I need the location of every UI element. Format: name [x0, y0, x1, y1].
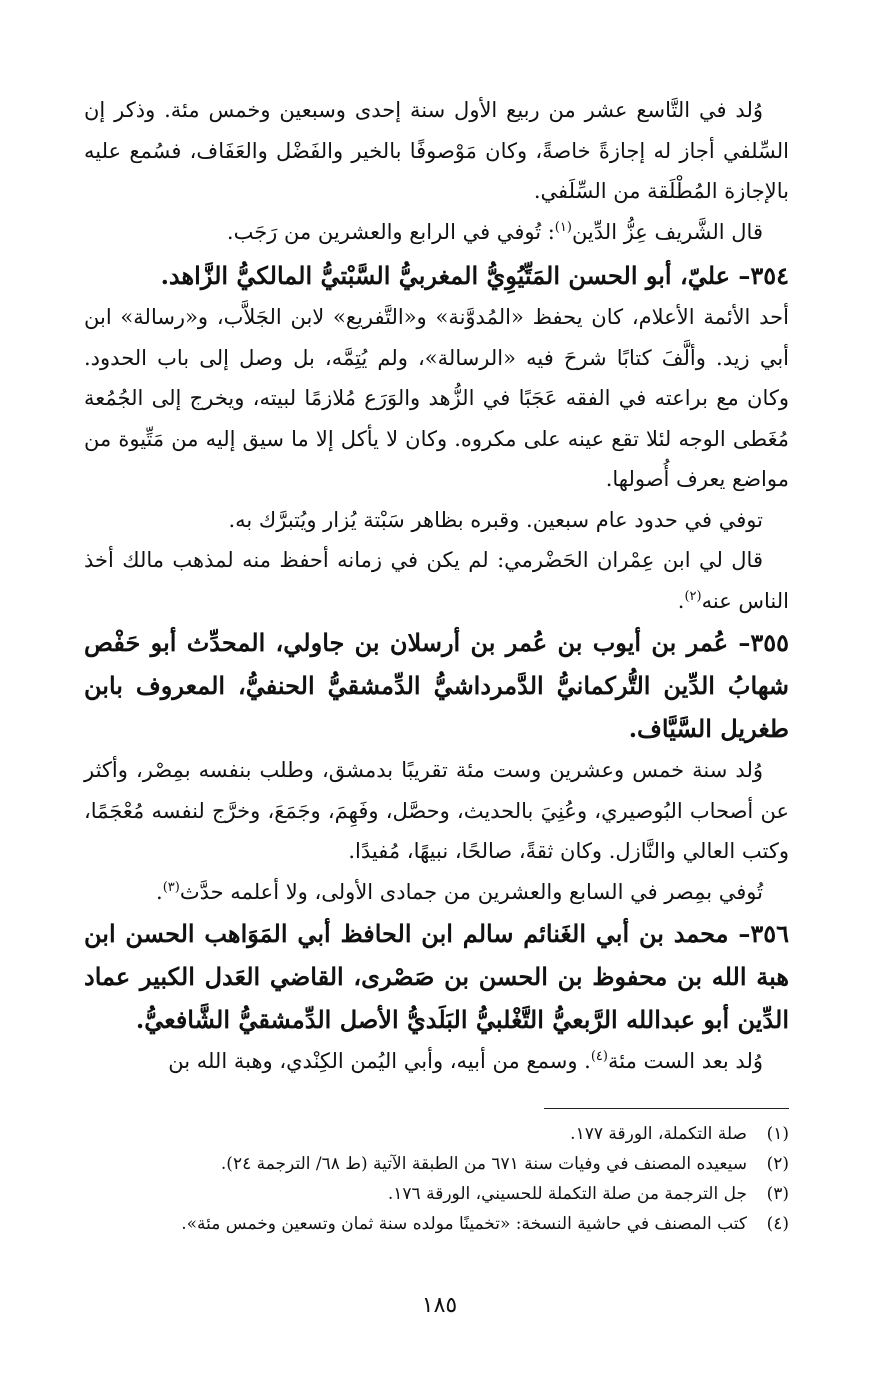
- block-text-continued: : تُوفي في الرابع والعشرين من رَجَب.: [226, 219, 555, 244]
- footnote-text: كتب المصنف في حاشية النسخة: «تخمينًا مولده سنة ثمان وتسعين وخمس مئة».: [181, 1213, 747, 1234]
- block-text: توفي في حدود عام سبعين. وقبره بظاهر سَبْتة يُزار ويُتبرَّك به.: [228, 507, 763, 532]
- block-text: عُمر بن أيوب بن عُمر بن أرسلان بن جاولي، المحدِّث أبو حَفْص شهابُ الدِّين التُّركمانيُّ الدَّمرداشيُّ الدِّمشقيُّ الحنفيُّ، المعروف بابن طغريل السَّيَّاف.: [84, 628, 789, 743]
- paragraph: [84, 750, 789, 872]
- block-text: محمد بن أبي الغَنائم سالم ابن الحافظ أبي المَوَاهب الحسن ابن هبة الله بن محفوظ بن الحسن بن صَصْرى، القاضي العَدل الكبير عماد الدِّين أبو عبدالله الرَّبعيُّ التَّغْلبيُّ البَلَديُّ الأصل الدِّمشقيُّ الشَّافعيُّ.: [84, 919, 789, 1034]
- footnote-item: [84, 1149, 789, 1179]
- paragraph: [84, 212, 789, 253]
- block-text: وُلد في التَّاسع عشر من ربيع الأول سنة إحدى وسبعين وخمس مئة. وذكر إن السِّلفي أجاز له إجازةً خاصةً، وكان مَوْصوفًا بالخير والفَضْل والعَفَاف، فسُمع عليه بالإجازة المُطْلَقة من السِّلَفي.: [84, 98, 789, 203]
- block-text-continued: .: [156, 879, 163, 904]
- footnote-text: سيعيده المصنف في وفيات سنة ٦٧١ من الطبقة الآتية (ط ٦٨/ الترجمة ٢٤).: [220, 1153, 747, 1174]
- page-number: ١٨٥: [421, 1293, 458, 1318]
- entry-number: ٣٥٦–: [738, 919, 789, 948]
- footnote-mark: (٢): [766, 1153, 789, 1174]
- paragraph: [84, 500, 789, 541]
- paragraph: [84, 90, 789, 212]
- footnote-reference[interactable]: (٣): [162, 879, 180, 895]
- page-body: [84, 90, 789, 1082]
- block-text: عليّ، أبو الحسن المَتِّيُوِيُّ المغربيُّ السَّبْتيُّ المالكيُّ الزَّاهد.: [160, 261, 739, 290]
- footnote-item: [84, 1209, 789, 1239]
- entry-heading: [84, 254, 789, 297]
- block-text: تُوفي بمِصر في السابع والعشرين من جمادى الأولى، ولا أعلمه حدَّث: [179, 879, 763, 904]
- block-text-continued: . وسمع من أبيه، وأبي اليُمن الكِنْدي، وهبة الله بن: [168, 1049, 591, 1073]
- block-text: قال الشَّريف عِزُّ الدِّين: [571, 219, 763, 244]
- footnote-separator: [544, 1108, 789, 1109]
- footnote-reference[interactable]: (٤): [590, 1049, 608, 1064]
- entry-number: ٣٥٤–: [738, 261, 789, 290]
- paragraph: [84, 1041, 789, 1082]
- block-text-continued: .: [677, 588, 685, 613]
- block-text: وُلد بعد الست مئة: [607, 1049, 763, 1073]
- footnote-text: صلة التكملة، الورقة ١٧٧.: [570, 1123, 747, 1144]
- footnote-text: جل الترجمة من صلة التكملة للحسيني، الورقة ١٧٦.: [387, 1183, 747, 1204]
- paragraph: [84, 297, 789, 500]
- entry-heading: [84, 621, 789, 750]
- footnotes: [84, 1119, 789, 1239]
- paragraph: [84, 872, 789, 913]
- block-text: أحد الأئمة الأعلام، كان يحفظ «المُدوَّنة» و«التَّفريع» لابن الجَلاَّب، و«رسالة» ابن أبي زيد. وألَّفَ كتابًا شرحَ فيه «الرسالة»، ولم يُتِمَّه، بل وصل إلى باب الحدود. وكان مع براعته في الفقه عَجَبًا في الزُّهد والوَرَع مُلازمًا لبيته، ويخرج إلى الجُمُعة مُغَطى الوجه لئلا تقع عينه على مكروه. وكان لا يأكل إلا ما سيق إليه من مَتِّيوة من مواضع يعرف أُصولها.: [84, 305, 789, 491]
- block-text: وُلد سنة خمس وعشرين وست مئة تقريبًا بدمشق، وطلب بنفسه بمِصْر، وأكثر عن أصحاب البُوصيري، وعُنِيَ بالحديث، وحصَّل، وفَهِمَ، وجَمَعَ، وخرَّج لنفسه مُعْجَمًا، وكتب العالي والنَّازل. وكان ثقةً، صالحًا، نبيهًا، مُفيدًا.: [84, 758, 789, 863]
- block-text: قال لي ابن عِمْران الحَضْرمي: لم يكن في زمانه أحفظ منه لمذهب مالك أخذ الناس عنه: [84, 548, 789, 613]
- footnote-item: [84, 1119, 789, 1149]
- entry-number: ٣٥٥–: [738, 628, 789, 657]
- footnote-item: [84, 1179, 789, 1209]
- footnote-mark: (٤): [766, 1213, 789, 1234]
- entry-heading: [84, 912, 789, 1041]
- footnote-reference[interactable]: (٢): [684, 588, 702, 604]
- footnote-mark: (١): [766, 1123, 789, 1144]
- footnote-reference[interactable]: (١): [554, 219, 572, 235]
- paragraph: [84, 540, 789, 621]
- footnote-mark: (٣): [766, 1183, 789, 1204]
